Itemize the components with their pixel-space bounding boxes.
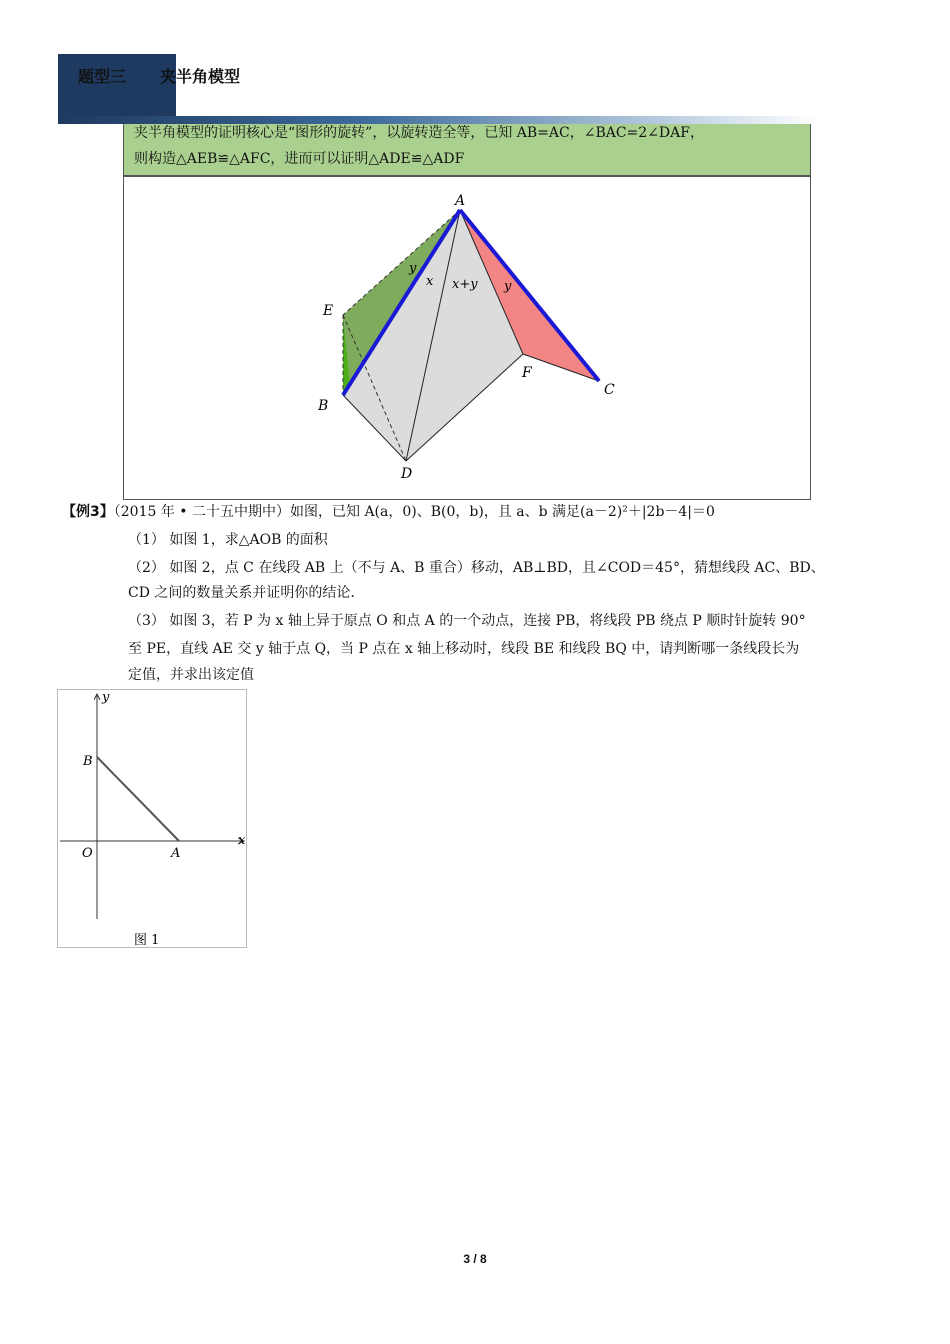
page-title: 夹半角模型 bbox=[160, 67, 241, 86]
question-2-line-1: （2） 如图 2，点 C 在线段 AB 上（不与 A、B 重合）移动，AB⊥BD，且∠COD＝45°，猜想线段 AC、BD、 bbox=[128, 560, 825, 576]
figure-1-axes bbox=[58, 690, 248, 949]
question-3-line-3: 定值，并求出该定值 bbox=[128, 667, 254, 683]
example-source: （2015 年 • 二十五中期中） bbox=[113, 504, 290, 520]
segment-ab bbox=[97, 757, 179, 841]
question-3-line-2: 至 PE，直线 AE 交 y 轴于点 Q，当 P 点在 x 轴上移动时，线段 BE 和线段 BQ 中，请判断哪一条线段长为 bbox=[128, 641, 800, 657]
label-f: F bbox=[522, 365, 532, 381]
example-stem-line bbox=[62, 500, 715, 524]
angle-label-y-left: y bbox=[409, 261, 417, 276]
label-d: D bbox=[401, 466, 413, 482]
label-b: B bbox=[318, 398, 329, 414]
question-3-line-1: （3） 如图 3，若 P 为 x 轴上异于原点 O 和点 A 的一个动点，连接 PB，将线段 PB 绕点 P 顺时针旋转 90° bbox=[128, 613, 806, 629]
model-intro-box bbox=[123, 124, 811, 176]
example-stem: 如图，已知 A(a，0)、B(0，b)，且 a、b 满足(a－2)²＋|2b－4|＝0 bbox=[290, 504, 715, 520]
label-o: O bbox=[82, 846, 93, 861]
question-1: （1） 如图 1，求△AOB 的面积 bbox=[128, 532, 328, 548]
angle-label-y-right: y bbox=[504, 279, 512, 294]
question-2-line-2: CD 之间的数量关系并证明你的结论. bbox=[128, 585, 355, 601]
angle-label-x: x bbox=[426, 274, 434, 289]
figure-1-caption: 图 1 bbox=[134, 933, 160, 948]
axis-label-x: x bbox=[238, 833, 246, 848]
example-tag: 【例3】 bbox=[62, 504, 114, 520]
label-c: C bbox=[604, 382, 615, 398]
label-a: A bbox=[171, 846, 181, 861]
intro-line-2: 则构造△AEB≌△AFC，进而可以证明△ADE≌△ADF bbox=[134, 151, 465, 167]
label-e: E bbox=[323, 303, 334, 319]
axis-label-y: y bbox=[102, 690, 110, 705]
label-b: B bbox=[83, 754, 93, 769]
section-label: 题型三 bbox=[78, 67, 127, 86]
header-rule bbox=[58, 116, 818, 124]
page-number: 3 / 8 bbox=[463, 1252, 487, 1266]
angle-label-x-plus-y: x+y bbox=[452, 277, 478, 292]
figure-1-box bbox=[57, 689, 247, 948]
label-a: A bbox=[455, 193, 466, 209]
main-figure-box bbox=[123, 176, 811, 500]
half-angle-figure bbox=[124, 177, 812, 501]
intro-line-1: 夹半角模型的证明核心是“图形的旋转”，以旋转造全等，已知 AB=AC，∠BAC=2∠DAF， bbox=[134, 125, 704, 141]
